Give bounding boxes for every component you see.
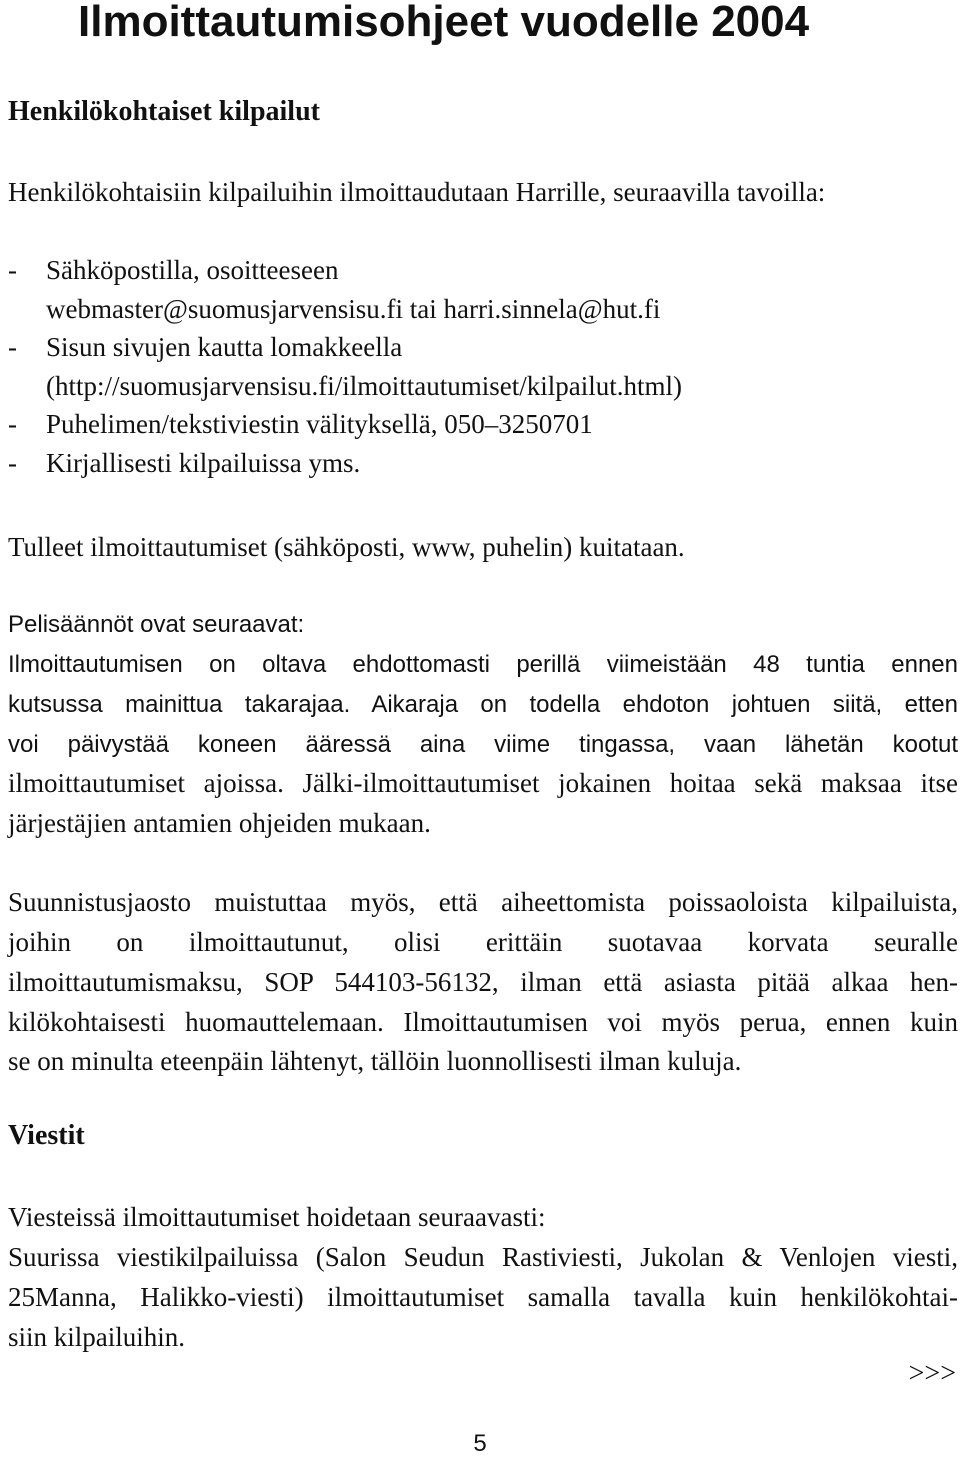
page-number: 5 <box>473 1430 487 1457</box>
list-item-text: Kirjallisesti kilpailuissa yms. <box>46 447 361 478</box>
continue-marker: >>> <box>908 1358 956 1389</box>
reminder-line: kilökohtaisesti huomauttelemaan. Ilmoittautumisen voi myös perua, ennen kuin <box>8 1007 958 1037</box>
relays-line: siin kilpailuihin. <box>8 1322 186 1352</box>
list-item-text: Puhelimen/tekstiviestin välityksellä, 050–3250701 <box>46 409 593 439</box>
list-item-text: Sisun sivujen kautta lomakkeella <box>46 332 403 362</box>
reminder-line: Suunnistusjaosto muistuttaa myös, että aiheettomista poissaoloista kilpailuista, <box>8 887 958 917</box>
list-dash: - <box>8 447 17 478</box>
list-dash: - <box>8 332 17 362</box>
list-dash: - <box>8 255 17 285</box>
rules-line: ilmoittautumiset ajoissa. Jälki-ilmoittautumiset jokainen hoitaa sekä maksaa itse <box>8 768 958 798</box>
section-heading-relays: Viestit <box>8 1120 85 1151</box>
registration-methods-list <box>8 251 958 482</box>
list-item-text: Sähköpostilla, osoitteeseen <box>46 255 339 285</box>
receipt-paragraph: Tulleet ilmoittautumiset (sähköposti, www, puhelin) kuitataan. <box>8 532 685 562</box>
email-addresses: webmaster@suomusjarvensisu.fi tai harri.sinnela@hut.fi <box>46 293 661 324</box>
rules-line: järjestäjien antamien ohjeiden mukaan. <box>8 808 431 838</box>
page-title: Ilmoittautumisohjeet vuodelle 2004 <box>78 0 810 46</box>
rules-line: Ilmoittautumisen on oltava ehdottomasti perillä viimeistään 48 tuntia ennen <box>8 651 958 678</box>
intro-paragraph: Henkilökohtaisiin kilpailuihin ilmoittaudutaan Harrille, seuraavilla tavoilla: <box>8 177 826 207</box>
list-item <box>8 251 958 328</box>
list-item <box>8 444 958 483</box>
reminder-line: joihin on ilmoittautunut, olisi erittäin suotavaa korvata seuralle <box>8 927 958 957</box>
list-dash: - <box>8 409 17 439</box>
relays-line: 25Manna, Halikko-viesti) ilmoittautumiset samalla tavalla kuin henkilökohtai- <box>8 1282 958 1312</box>
form-url: (http://suomusjarvensisu.fi/ilmoittautumiset/kilpailut.html) <box>46 370 682 401</box>
section-heading-individual: Henkilökohtaiset kilpailut <box>8 96 320 127</box>
reminder-line: se on minulta eteenpäin lähtenyt, tällöin luonnollisesti ilman kuluja. <box>8 1046 742 1076</box>
list-item <box>8 328 958 405</box>
relays-line: Suurissa viestikilpailuissa (Salon Seudun Rastiviesti, Jukolan & Venlojen viesti, <box>8 1242 958 1272</box>
reminder-line: ilmoittautumismaksu, SOP 544103-56132, ilman että asiasta pitää alkaa hen- <box>8 967 958 997</box>
rules-line: kutsussa mainittua takarajaa. Aikaraja on todella ehdoton johtuen siitä, etten <box>8 691 958 718</box>
rules-lead: Pelisäännöt ovat seuraavat: <box>8 611 305 638</box>
rules-line: voi päivystää koneen ääressä aina viime tingassa, vaan lähetän kootut <box>8 731 958 758</box>
relays-lead: Viesteissä ilmoittautumiset hoidetaan seuraavasti: <box>8 1202 546 1232</box>
list-item <box>8 405 958 444</box>
